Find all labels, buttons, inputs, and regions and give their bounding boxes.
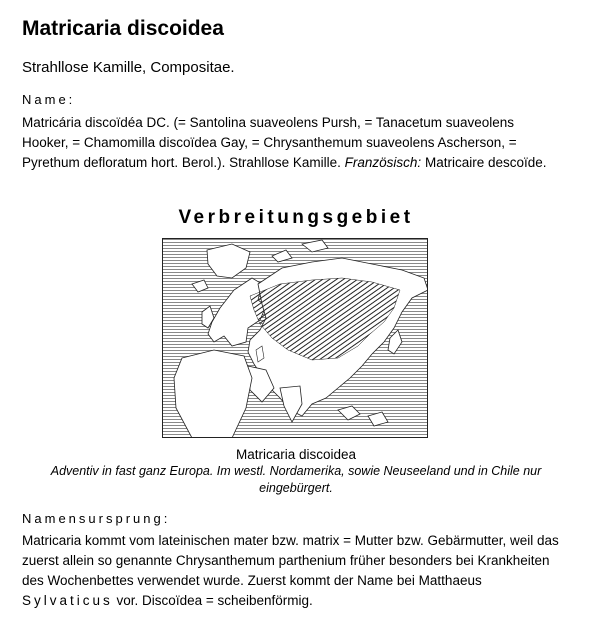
name-section-heading: Name:: [22, 92, 76, 107]
author-name-spaced: Sylvaticus: [22, 593, 113, 608]
map-caption: Matricaria discoidea: [235, 447, 357, 462]
map-graphic: [162, 238, 428, 438]
page-subtitle: Strahllose Kamille, Compositae.: [22, 59, 235, 76]
french-label: Französisch:: [344, 155, 422, 170]
distribution-map: [162, 238, 428, 438]
origin-text-part1: Matricaria kommt vom lateinischen mater bzw. matrix = Mutter bzw. Gebärmutter, weil das zuerst allein so genannte Chrysanthemum parthenium früher besonders bei Krankheiten des Wochenbettes verwendet wurde. Zuerst kommt der Name bei Matthaeus: [22, 533, 559, 588]
origin-text-part2: vor. Discoïdea = scheibenförmig.: [116, 593, 313, 608]
french-name: Matricaire descoïde.: [424, 155, 547, 170]
name-synonyms-text: Matricária discoïdéa DC. (= Santolina suaveolens Pursh, = Tanacetum suaveolens Hooker, = Chamomilla discoïdea Gay, = Chrysanthemum suaveolens Ascherson, = Pyrethum defloratum hort. Berol.). Strahllose Kamille.: [22, 115, 517, 170]
origin-section-text: [22, 531, 562, 611]
page-title: Matricaria discoidea: [22, 17, 224, 40]
map-note: Adventiv in fast ganz Europa. Im westl. Nordamerika, sowie Neuseeland und in Chile nur eingebürgert.: [50, 464, 542, 495]
origin-section-heading: Namensursprung:: [22, 511, 171, 526]
distribution-heading: Verbreitungsgebiet: [178, 207, 414, 228]
name-section-text: [22, 113, 562, 173]
